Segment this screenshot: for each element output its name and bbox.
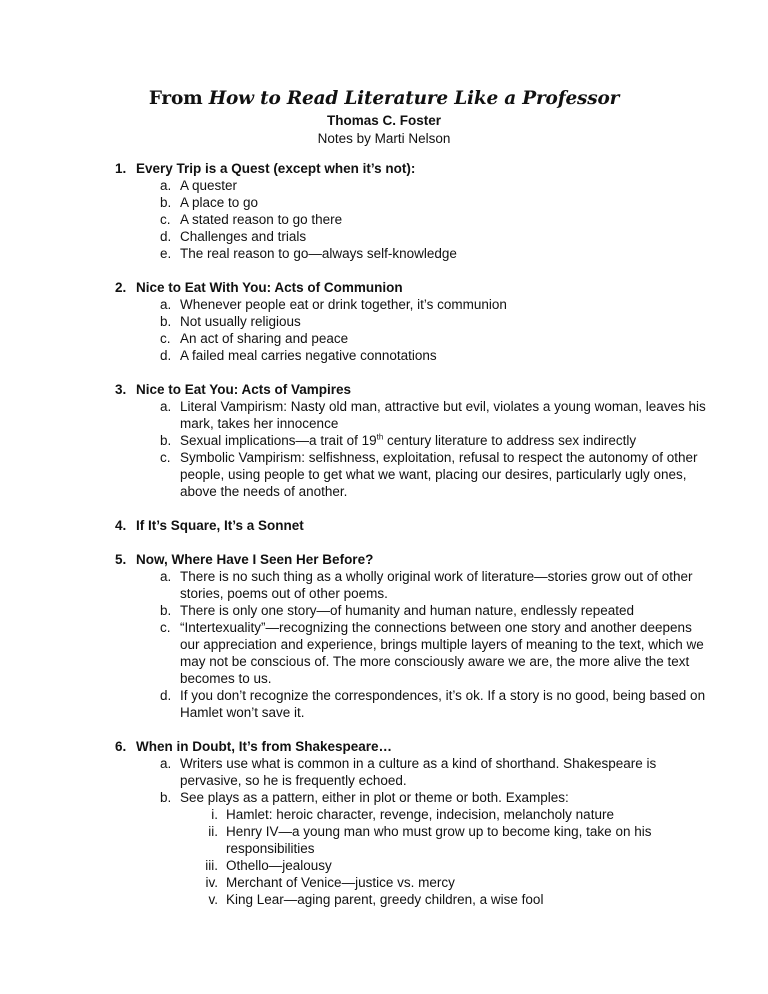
item-letter: b. <box>160 433 172 448</box>
section-heading <box>0 738 768 755</box>
list-item <box>0 432 768 449</box>
section-number: 4. <box>115 518 127 533</box>
section-title: When in Doubt, It’s from Shakespeare… <box>136 739 393 754</box>
item-text: King Lear—aging parent, greedy children, a wise fool <box>226 892 544 907</box>
list-item <box>0 313 768 330</box>
item-text: Henry IV—a young man who must grow up to become king, take on his responsibilities <box>226 824 652 856</box>
list-item <box>0 177 768 194</box>
item-text: There is no such thing as a wholly original work of literature—stories grow out of other stories, poems out of other poems. <box>180 569 693 601</box>
item-text: See plays as a pattern, either in plot or theme or both. Examples: <box>180 790 569 805</box>
item-text: Sexual implications—a trait of 19 <box>180 433 377 448</box>
section-number: 1. <box>115 161 127 176</box>
roman-list-item <box>0 874 768 891</box>
item-text: Symbolic Vampirism: selfishness, exploitation, refusal to respect the autonomy of other people, using people to get what we want, placing our desires, particularly ugly ones, above the needs of another. <box>180 450 698 499</box>
item-text: “Intertexuality”—recognizing the connections between one story and another deepens our appreciation and experience, brings multiple layers of meaning to the text, which we may not be conscious of. The more consciously aware we are, the more alive the text becomes to us. <box>180 620 704 686</box>
section-6 <box>0 738 768 908</box>
item-text: A stated reason to go there <box>180 212 343 227</box>
section-heading <box>0 551 768 568</box>
item-text: A quester <box>180 178 238 193</box>
item-text: If you don’t recognize the correspondences, it’s ok. If a story is no good, being based on Hamlet won’t save it. <box>180 688 706 720</box>
item-text: There is only one story—of humanity and human nature, endlessly repeated <box>180 603 635 618</box>
item-text: Challenges and trials <box>180 229 307 244</box>
list-item <box>0 568 768 602</box>
roman-numeral: v. <box>208 892 218 907</box>
item-letter: a. <box>160 569 172 584</box>
roman-numeral: ii. <box>208 824 218 839</box>
section-3 <box>0 381 768 500</box>
item-text: Othello—jealousy <box>226 858 332 873</box>
item-letter: d. <box>160 229 172 244</box>
document-title <box>0 88 768 109</box>
item-text: Hamlet: heroic character, revenge, indecision, melancholy nature <box>226 807 614 822</box>
author-name: Thomas C. Foster <box>326 113 442 128</box>
item-letter: b. <box>160 195 172 210</box>
section-title: Nice to Eat With You: Acts of Communion <box>136 280 403 295</box>
item-text: Not usually religious <box>180 314 301 329</box>
list-item <box>0 789 768 806</box>
list-item <box>0 228 768 245</box>
list-item <box>0 602 768 619</box>
list-item <box>0 755 768 789</box>
list-item <box>0 449 768 500</box>
list-item <box>0 347 768 364</box>
section-4 <box>0 517 768 534</box>
section-5 <box>0 551 768 721</box>
item-letter: a. <box>160 399 172 414</box>
item-text: A place to go <box>180 195 259 210</box>
section-1 <box>0 160 768 262</box>
list-item <box>0 619 768 687</box>
list-item <box>0 296 768 313</box>
list-item <box>0 330 768 347</box>
roman-numeral: i. <box>211 807 218 822</box>
item-text: Literal Vampirism: Nasty old man, attractive but evil, violates a young woman, leaves his mark, takes her innocence <box>180 399 706 431</box>
item-letter: a. <box>160 297 172 312</box>
item-letter: e. <box>160 246 172 261</box>
list-item <box>0 194 768 211</box>
section-heading <box>0 160 768 177</box>
item-text: The real reason to go—always self-knowledge <box>180 246 457 261</box>
roman-numeral: iii. <box>205 858 218 873</box>
title-prefix: From <box>148 88 209 109</box>
roman-numeral: iv. <box>205 875 218 890</box>
item-text: An act of sharing and peace <box>180 331 349 346</box>
section-number: 2. <box>115 280 127 295</box>
list-item <box>0 211 768 228</box>
section-title: Every Trip is a Quest (except when it’s not): <box>136 161 416 176</box>
item-text: A failed meal carries negative connotations <box>180 348 437 363</box>
item-letter: c. <box>160 450 171 465</box>
section-number: 3. <box>115 382 127 397</box>
list-item <box>0 687 768 721</box>
item-letter: a. <box>160 756 172 771</box>
item-letter: c. <box>160 212 171 227</box>
roman-list-item <box>0 823 768 857</box>
section-title: Now, Where Have I Seen Her Before? <box>136 552 374 567</box>
notes-credit: Notes by Marti Nelson <box>317 131 451 146</box>
notes-list <box>0 160 768 925</box>
section-heading <box>0 517 768 534</box>
section-heading <box>0 279 768 296</box>
section-heading <box>0 381 768 398</box>
ordinal-superscript: th <box>376 432 384 442</box>
item-letter: b. <box>160 790 172 805</box>
item-letter: a. <box>160 178 172 193</box>
item-letter: d. <box>160 688 172 703</box>
list-item <box>0 245 768 262</box>
item-text: Whenever people eat or drink together, it’s communion <box>180 297 507 312</box>
list-item <box>0 398 768 432</box>
roman-list-item <box>0 857 768 874</box>
roman-list-item <box>0 891 768 908</box>
book-title: How to Read Literature Like a Professor <box>208 88 620 109</box>
roman-list-item <box>0 806 768 823</box>
section-title: Nice to Eat You: Acts of Vampires <box>136 382 352 397</box>
item-letter: c. <box>160 331 171 346</box>
item-letter: c. <box>160 620 171 635</box>
item-letter: b. <box>160 314 172 329</box>
section-number: 5. <box>115 552 127 567</box>
section-number: 6. <box>115 739 127 754</box>
item-text: Merchant of Venice—justice vs. mercy <box>226 875 455 890</box>
item-text: Writers use what is common in a culture as a kind of shorthand. Shakespeare is pervasive, so he is frequently echoed. <box>180 756 657 788</box>
item-text-continued: century literature to address sex indirectly <box>383 433 637 448</box>
item-letter: d. <box>160 348 172 363</box>
item-letter: b. <box>160 603 172 618</box>
section-title: If It’s Square, It’s a Sonnet <box>136 518 304 533</box>
section-2 <box>0 279 768 364</box>
